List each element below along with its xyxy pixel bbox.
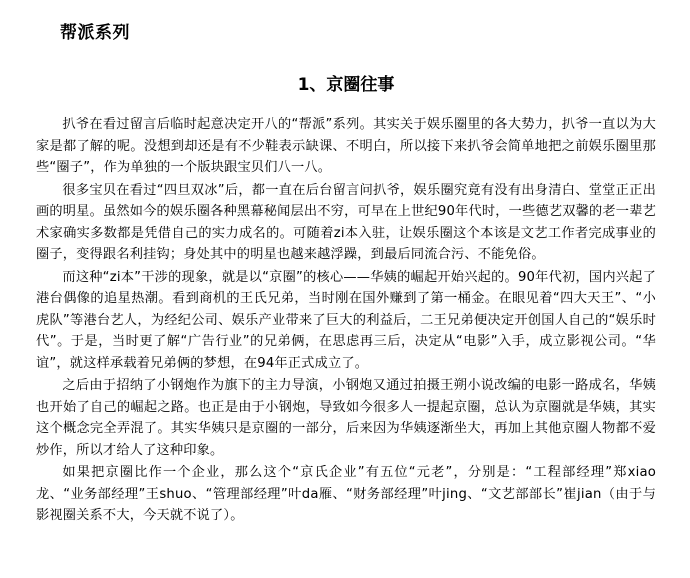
paragraph-5: 如果把京圈比作一个企业，那么这个“京氏企业”有五位“元老”，分别是：“工程部经理”郑xiao龙、“业务部经理”王shuo、“管理部经理”叶da雁、“财务部经理”叶jing、“文艺部部长”崔jian（由于与影视圈关系不大，今天就不说了）。 bbox=[36, 465, 656, 524]
section-heading: 1、京圈往事 bbox=[297, 75, 395, 96]
paragraph-2: 很多宝贝在看过“四旦双冰”后，都一直在后台留言问扒爷，娱乐圈究竟有没有出身清白、堂堂正正出画的明星。虽然如今的娱乐圈各种黑幕秘闻层出不穷，可早在上世纪90年代时，一些德艺双馨的老一辈艺术家确实多数都是凭借自己的实力成名的。可随着zi本入驻，让娱乐圈这个本该是文艺工作者完成事业的圈子，变得跟名利挂钩；身处其中的明星也越来越浮躁，到最后同流合污、不能免俗。 bbox=[36, 182, 656, 263]
paragraph-4: 之后由于招纳了小钢炮作为旗下的主力导演，小钢炮又通过拍摄王朔小说改编的电影一路成名，华姨也开始了自己的崛起之路。也正是由于小钢炮，导致如今很多人一提起京圈，总认为京圈就是华姨，其实这个概念完全弄混了。其实华姨只是京圈的一部分，后来因为华姨逐渐坐大，再加上其他京圈人物都不爱炒作，所以才给人了这种印象。 bbox=[36, 378, 656, 458]
paragraph-3: 而这种“zi本”干涉的现象，就是以“京圈”的核心——华姨的崛起开始兴起的。90年代初，国内兴起了港台偶像的追星热潮。看到商机的王氏兄弟，当时刚在国外赚到了第一桶金。在眼见着“四大天王”、“小虎队”等港台艺人，为经纪公司、娱乐产业带来了巨大的利益后，二王兄弟便决定开创国人自己的“娱乐时代”。于是，当时更了解“广告行业”的兄弟俩，在思虑再三后，决定从“电影”入手，成立影视公司。“华谊”，就这样承载着兄弟俩的梦想，在94年正式成立了。 bbox=[36, 269, 656, 371]
page-title: 帮派系列 bbox=[60, 23, 130, 43]
paragraph-1: 扒爷在看过留言后临时起意决定开八的“帮派”系列。其实关于娱乐圈里的各大势力，扒爷一直以为大家是都了解的呢。没想到却还是有不少鞋表示缺课、不明白，所以接下来扒爷会简单地把之前娱乐圈里那些“圈子”，作为单独的一个版块跟宝贝们八一八。 bbox=[36, 117, 656, 176]
